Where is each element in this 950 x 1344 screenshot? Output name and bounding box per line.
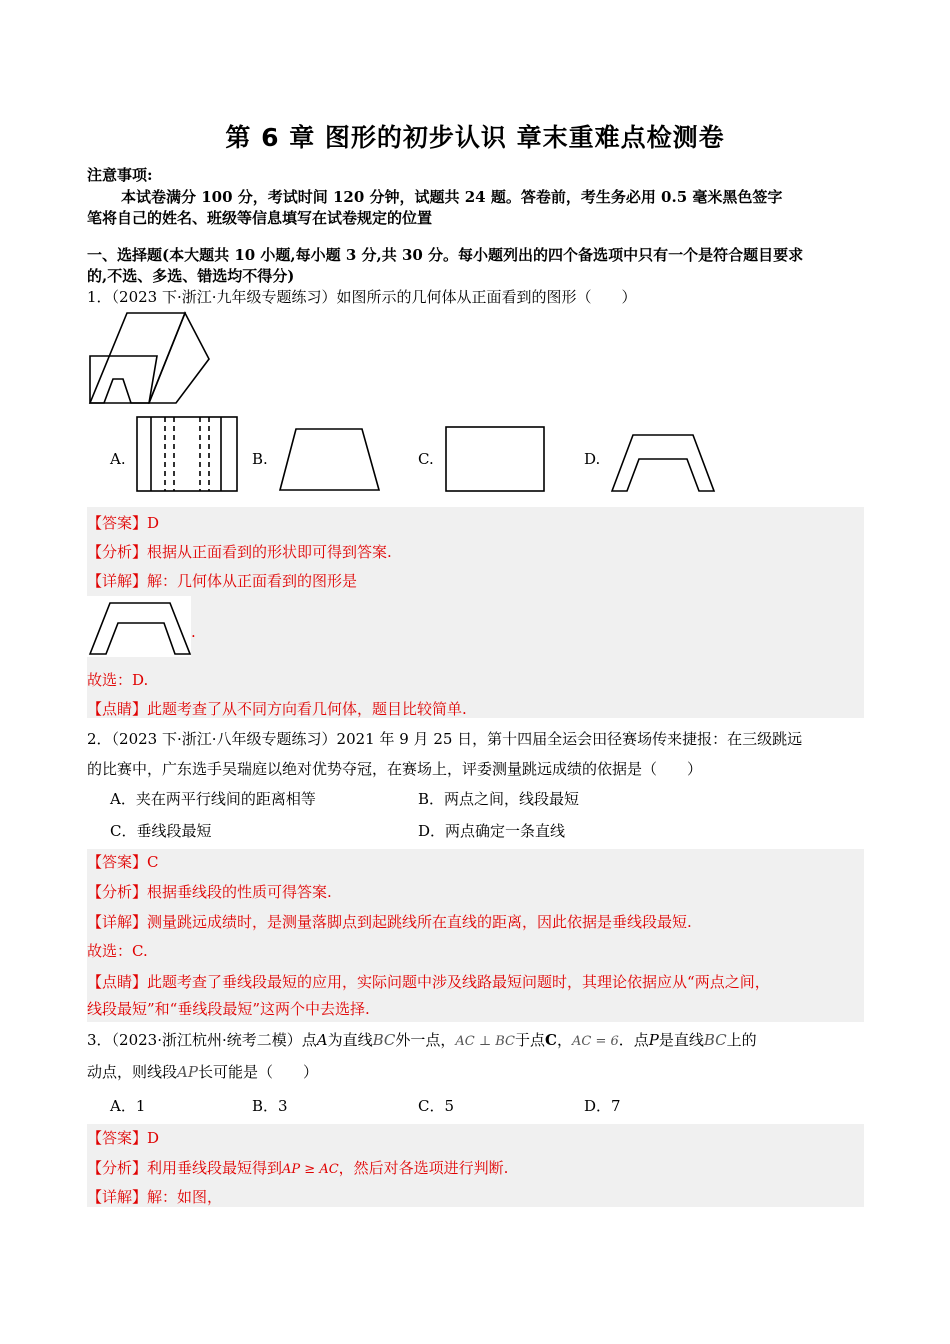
q1-answer: 【答案】D xyxy=(87,514,160,532)
q2-option-c: C．垂线段最短 xyxy=(110,822,212,840)
q1-detail-period: . xyxy=(191,623,196,641)
q1-answer-box xyxy=(87,507,864,718)
q1-comment: 【点睛】此题考查了从不同方向看几何体，题目比较简单. xyxy=(87,700,467,718)
q3-answer-box xyxy=(87,1124,864,1207)
section-heading-line-1: 一、选择题(本大题共 10 小题,每小题 3 分,共 30 分。每小题列出的四个备选项中只有一个是符合题目要求 xyxy=(87,246,804,264)
q1-option-d-label: D. xyxy=(584,450,601,468)
q2-option-a: A．夹在两平行线间的距离相等 xyxy=(110,790,316,808)
q2-analysis: 【分析】根据垂线段的性质可得答案. xyxy=(87,883,332,901)
q1-stem: 1．（2023 下·浙江·九年级专题练习）如图所示的几何体从正面看到的图形（ ） xyxy=(87,288,637,306)
q3-option-a: A．1 xyxy=(110,1097,146,1115)
q1-option-c-figure xyxy=(444,425,546,493)
notice-line-2: 笔将自己的姓名、班级等信息填写在试卷规定的位置 xyxy=(87,209,433,227)
q3-answer: 【答案】D xyxy=(87,1129,160,1147)
notice-line-1: 本试卷满分 100 分，考试时间 120 分钟，试题共 24 题。答卷前，考生务必用 0.5 毫米黑色签字 xyxy=(121,188,783,206)
q2-option-b: B．两点之间，线段最短 xyxy=(418,790,580,808)
q2-comment-line-2: 线段最短”和“垂线段最短”这两个中去选择. xyxy=(87,1000,370,1018)
q2-option-d: D．两点确定一条直线 xyxy=(418,822,566,840)
q3-stem-line-1: 3．（2023·浙江杭州·统考二模）点A为直线BC外一点，AC ⊥ BC于点C，AC = 6．点P是直线BC上的 xyxy=(87,1031,757,1049)
q2-stem-line-1: 2．（2023 下·浙江·八年级专题练习）2021 年 9 月 25 日，第十四届全运会田径赛场传来捷报：在三级跳远 xyxy=(87,730,803,748)
q3-option-d: D．7 xyxy=(584,1097,621,1115)
q1-option-b-figure xyxy=(278,427,382,493)
q2-choose: 故选：C. xyxy=(87,942,148,960)
q3-stem-line-2: 动点，则线段AP长可能是（ ） xyxy=(87,1063,318,1081)
q1-answer-figure xyxy=(89,601,191,657)
q2-answer-box xyxy=(87,849,864,1022)
q1-option-a-figure xyxy=(135,415,239,493)
q2-comment-line-1: 【点睛】此题考查了垂线段最短的应用，实际问题中涉及线路最短问题时，其理论依据应从“两点之间， xyxy=(87,973,770,991)
q1-choose: 故选：D. xyxy=(87,671,149,689)
page-title: 第 6 章 图形的初步认识 章末重难点检测卷 xyxy=(225,123,725,152)
q2-detail: 【详解】测量跳远成绩时，是测量落脚点到起跳线所在直线的距离，因此依据是垂线段最短. xyxy=(87,913,692,931)
q1-option-a-label: A. xyxy=(110,450,126,468)
notice-heading: 注意事项: xyxy=(87,166,153,184)
q1-option-c-label: C. xyxy=(418,450,434,468)
q1-detail: 【详解】解：几何体从正面看到的图形是 xyxy=(87,572,358,590)
q1-option-b-label: B. xyxy=(252,450,268,468)
section-heading-line-2: 的,不选、多选、错选均不得分) xyxy=(87,267,295,285)
q2-stem-line-2: 的比赛中，广东选手吴瑞庭以绝对优势夺冠，在赛场上，评委测量跳远成绩的依据是（ ） xyxy=(87,760,703,778)
q3-option-c: C．5 xyxy=(418,1097,455,1115)
q1-option-d-figure xyxy=(610,433,716,493)
q1-analysis: 【分析】根据从正面看到的形状即可得到答案. xyxy=(87,543,392,561)
q3-option-b: B．3 xyxy=(252,1097,288,1115)
q3-detail: 【详解】解：如图， xyxy=(87,1188,223,1206)
q2-answer: 【答案】C xyxy=(87,853,159,871)
q1-solid-figure xyxy=(87,311,212,407)
q3-analysis: 【分析】利用垂线段最短得到AP ≥ AC，然后对各选项进行判断. xyxy=(87,1159,509,1177)
